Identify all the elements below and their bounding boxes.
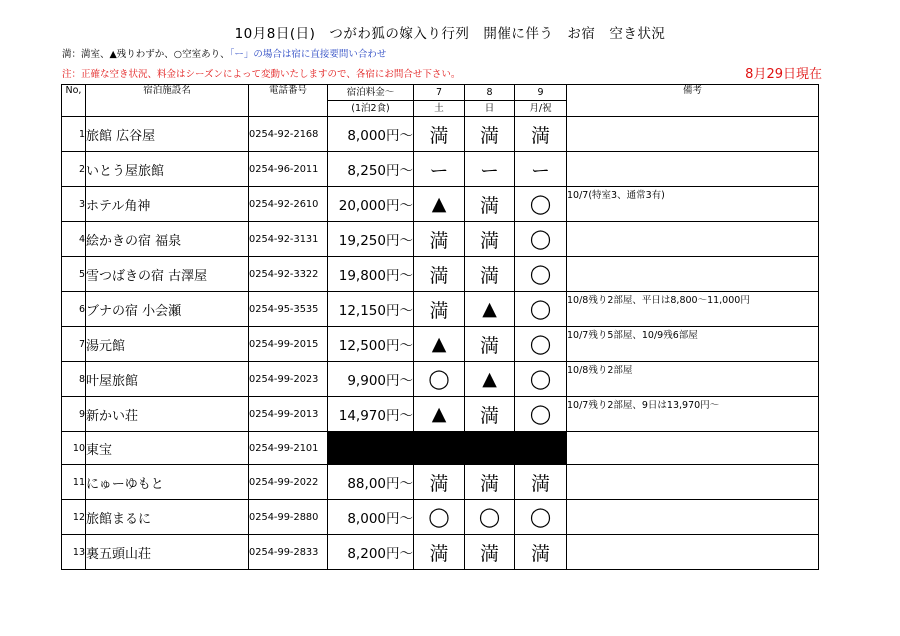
facility-name: 旅館 広谷屋 <box>86 117 249 152</box>
availability-day-7: 満 <box>414 117 465 152</box>
price-cell: 12,500円～ <box>328 327 414 362</box>
remarks-cell: 10/8残り2部屋 <box>567 362 819 397</box>
availability-day-8: 満 <box>465 465 515 500</box>
table-row <box>62 187 819 222</box>
availability-day-7: 満 <box>414 222 465 257</box>
phone-number: 0254-92-2610 <box>249 187 328 222</box>
availability-day-9: ◯ <box>515 187 567 222</box>
remarks-cell <box>567 432 819 465</box>
legend-text: 満：満室、▲残りわずか、○空室あり、 <box>62 49 230 60</box>
table-row <box>62 257 819 292</box>
header-day-9: 9 <box>515 85 567 101</box>
table-row <box>62 292 819 327</box>
remarks-cell <box>567 465 819 500</box>
table-row <box>62 222 819 257</box>
facility-name: ブナの宿 小会瀬 <box>86 292 249 327</box>
phone-number: 0254-95-3535 <box>249 292 328 327</box>
availability-day-9: ◯ <box>515 397 567 432</box>
price-cell: 12,150円～ <box>328 292 414 327</box>
row-number: 9 <box>62 397 86 432</box>
availability-day-8: ▲ <box>465 292 515 327</box>
table-row <box>62 535 819 570</box>
header-phone: 電話番号 <box>249 85 328 117</box>
facility-name: いとう屋旅館 <box>86 152 249 187</box>
header-dow-7: 土 <box>414 101 465 117</box>
table-row <box>62 117 819 152</box>
table-row <box>62 362 819 397</box>
availability-day-8: 満 <box>465 257 515 292</box>
availability-day-7: ▲ <box>414 187 465 222</box>
header-day-8: 8 <box>465 85 515 101</box>
availability-day-8: 満 <box>465 187 515 222</box>
availability-day-8: ▲ <box>465 362 515 397</box>
phone-number: 0254-99-2101 <box>249 432 328 465</box>
table-row <box>62 397 819 432</box>
price-cell: 8,000円～ <box>328 117 414 152</box>
availability-day-7: ▲ <box>414 397 465 432</box>
table-row <box>62 432 819 465</box>
availability-day-7: ▲ <box>414 327 465 362</box>
remarks-cell <box>567 222 819 257</box>
availability-day-7: ◯ <box>414 500 465 535</box>
remarks-cell: 10/7残り5部屋、10/9残6部屋 <box>567 327 819 362</box>
price-cell: 8,200円～ <box>328 535 414 570</box>
phone-number: 0254-99-2023 <box>249 362 328 397</box>
header-no: No, <box>62 85 86 117</box>
availability-day-8: 満 <box>465 535 515 570</box>
price-cell: 19,800円～ <box>328 257 414 292</box>
phone-number: 0254-92-2168 <box>249 117 328 152</box>
phone-number: 0254-99-2022 <box>249 465 328 500</box>
row-number: 1 <box>62 117 86 152</box>
price-cell: 8,250円～ <box>328 152 414 187</box>
availability-table <box>61 84 819 570</box>
row-number: 3 <box>62 187 86 222</box>
remarks-cell <box>567 117 819 152</box>
availability-day-8: 満 <box>465 327 515 362</box>
table-row <box>62 327 819 362</box>
phone-number: 0254-99-2833 <box>249 535 328 570</box>
disclaimer-note: 注：正確な空き状況、料金はシーズンによって変動いたしますので、各宿にお問合せ下さい。 <box>62 69 461 80</box>
table-row <box>62 152 819 187</box>
row-number: 6 <box>62 292 86 327</box>
price-cell: 14,970円～ <box>328 397 414 432</box>
availability-day-9: ー <box>515 152 567 187</box>
legend-inquiry-text: 「ー」の場合は宿に直接要問い合わせ <box>229 49 387 60</box>
page-title: 10月8日(日) つがわ狐の嫁入り行列 開催に伴う お宿 空き状況 <box>234 26 666 42</box>
as-of-date: 8月29日現在 <box>745 67 822 82</box>
table-row <box>62 465 819 500</box>
row-number: 2 <box>62 152 86 187</box>
row-number: 10 <box>62 432 86 465</box>
phone-number: 0254-99-2013 <box>249 397 328 432</box>
row-number: 11 <box>62 465 86 500</box>
row-number: 4 <box>62 222 86 257</box>
table-row <box>62 500 819 535</box>
availability-day-9: 満 <box>515 535 567 570</box>
remarks-cell <box>567 257 819 292</box>
availability-day-7: 満 <box>414 257 465 292</box>
phone-number: 0254-99-2015 <box>249 327 328 362</box>
price-cell: 9,900円～ <box>328 362 414 397</box>
availability-day-9: ◯ <box>515 500 567 535</box>
remarks-cell <box>567 535 819 570</box>
availability-day-8: 満 <box>465 397 515 432</box>
price-cell: 19,250円～ <box>328 222 414 257</box>
facility-name: 叶屋旅館 <box>86 362 249 397</box>
phone-number: 0254-92-3131 <box>249 222 328 257</box>
header-price: 宿泊料金～ <box>328 85 414 101</box>
price-cell: 88,00円～ <box>328 465 414 500</box>
availability-day-7: ー <box>414 152 465 187</box>
availability-day-9: ◯ <box>515 257 567 292</box>
header-row <box>62 85 819 101</box>
availability-day-7: 満 <box>414 465 465 500</box>
price-cell: 20,000円～ <box>328 187 414 222</box>
header-dow-9: 月/祝 <box>515 101 567 117</box>
remarks-cell: 10/7(特室3、通常3有) <box>567 187 819 222</box>
phone-number: 0254-96-2011 <box>249 152 328 187</box>
phone-number: 0254-92-3322 <box>249 257 328 292</box>
remarks-cell: 10/8残り2部屋、平日は8,800～11,000円 <box>567 292 819 327</box>
row-number: 8 <box>62 362 86 397</box>
facility-name: にゅーゆもと <box>86 465 249 500</box>
availability-day-9: ◯ <box>515 222 567 257</box>
availability-day-9: ◯ <box>515 327 567 362</box>
header-remarks: 備考 <box>567 85 819 117</box>
redacted-cell <box>328 432 567 465</box>
remarks-cell: 10/7残り2部屋、9日は13,970円～ <box>567 397 819 432</box>
row-number: 5 <box>62 257 86 292</box>
legend-line <box>62 46 386 60</box>
row-number: 13 <box>62 535 86 570</box>
header-price-note: (1泊2食) <box>328 101 414 117</box>
row-number: 12 <box>62 500 86 535</box>
availability-day-8: 満 <box>465 222 515 257</box>
availability-day-8: ー <box>465 152 515 187</box>
facility-name: 雪つばきの宿 古澤屋 <box>86 257 249 292</box>
availability-day-9: 満 <box>515 117 567 152</box>
facility-name: 旅館まるに <box>86 500 249 535</box>
header-day-7: 7 <box>414 85 465 101</box>
header-facility-name: 宿泊施設名 <box>86 85 249 117</box>
availability-day-7: 満 <box>414 292 465 327</box>
availability-day-9: 満 <box>515 465 567 500</box>
facility-name: 裏五頭山荘 <box>86 535 249 570</box>
price-cell: 8,000円～ <box>328 500 414 535</box>
facility-name: 新かい荘 <box>86 397 249 432</box>
remarks-cell <box>567 152 819 187</box>
facility-name: 湯元館 <box>86 327 249 362</box>
facility-name: ホテル角神 <box>86 187 249 222</box>
row-number: 7 <box>62 327 86 362</box>
remarks-cell <box>567 500 819 535</box>
facility-name: 絵かきの宿 福泉 <box>86 222 249 257</box>
availability-day-7: 満 <box>414 535 465 570</box>
phone-number: 0254-99-2880 <box>249 500 328 535</box>
availability-day-7: ◯ <box>414 362 465 397</box>
header-dow-8: 日 <box>465 101 515 117</box>
availability-day-9: ◯ <box>515 292 567 327</box>
availability-day-9: ◯ <box>515 362 567 397</box>
facility-name: 東宝 <box>86 432 249 465</box>
availability-day-8: ◯ <box>465 500 515 535</box>
availability-day-8: 満 <box>465 117 515 152</box>
